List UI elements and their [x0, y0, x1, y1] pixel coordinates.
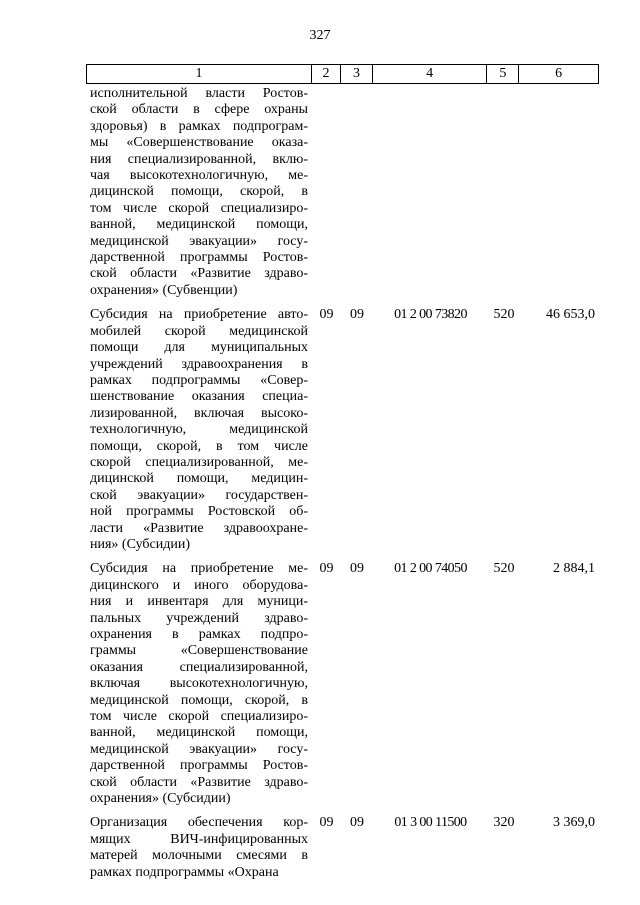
description-line: Субсидия на приобретение авто-	[90, 307, 308, 323]
description-line: дарственной программы Ростов-	[90, 250, 308, 266]
row-description	[86, 561, 312, 807]
description-line: дицинской помощи, медицин-	[90, 471, 308, 487]
description-line: ной программы Ростовской об-	[90, 504, 308, 520]
description-line: мобилей скорой медицинской	[90, 323, 308, 339]
subsection-code: 09	[350, 307, 364, 323]
description-line: чая высокотехнологичную, ме-	[90, 168, 308, 184]
description-line: помощи для муниципальных	[90, 340, 308, 356]
description-line: ласти «Развитие здравоохране-	[90, 520, 308, 536]
section-code: 09	[319, 307, 334, 323]
description-line: ской области «Развитие здраво-	[90, 774, 308, 790]
subsection-code: 09	[350, 815, 364, 831]
section-code: 09	[319, 815, 334, 831]
description-line: охранения» (Субсидии)	[90, 791, 231, 807]
table-body	[86, 86, 599, 881]
description-line: скорой специализированной, ме-	[90, 454, 308, 470]
description-line: рамках подпрограммы «Совер-	[90, 372, 308, 388]
page-number: 327	[309, 28, 331, 43]
description-line: Субсидия на приобретение ме-	[90, 561, 308, 577]
subsection-code: 09	[350, 561, 364, 577]
description-line: мящих ВИЧ-инфицированных	[90, 831, 308, 847]
description-line: граммы «Совершенствование	[90, 643, 308, 659]
description-line: ской области в сфере охраны	[90, 102, 308, 118]
description-line: дицинской помощи, скорой, в	[90, 184, 308, 200]
description-line: исполнительной власти Ростов-	[90, 86, 308, 101]
description-line: охранения в рамках подпро-	[90, 627, 308, 642]
description-line: ния и инвентаря для муници-	[90, 594, 308, 610]
row-description	[86, 86, 312, 299]
amount-value: 2 884,1	[553, 561, 595, 577]
expense-type-code: 520	[493, 307, 515, 323]
header-col-5: 5	[487, 65, 519, 83]
description-line: лизированной, включая высоко-	[90, 405, 308, 421]
row-description	[86, 307, 312, 553]
description-line: ской эвакуации» государствен-	[90, 487, 308, 503]
header-col-1: 1	[87, 65, 312, 83]
description-line: учреждений здравоохранения в	[90, 356, 308, 372]
description-line: шенствование оказания специа-	[90, 389, 308, 405]
description-line: технологичную, медицинской	[90, 422, 308, 438]
description-line: помощи, скорой, в том числе	[90, 438, 308, 454]
description-line: рамках подпрограммы «Охрана	[90, 864, 279, 880]
expense-type-code: 320	[493, 815, 515, 831]
amount-value: 3 369,0	[553, 815, 595, 831]
description-line: оказания специализированной,	[90, 659, 308, 675]
row-gap	[86, 553, 599, 561]
table-row	[86, 561, 599, 807]
header-col-6: 6	[555, 66, 563, 81]
description-line: медицинской эвакуации» госу-	[90, 741, 308, 757]
target-article-code: 01 2 00 74050	[394, 561, 467, 577]
description-line: том числе скорой специализиро-	[90, 200, 308, 216]
description-line: пальных учреждений здраво-	[90, 610, 308, 626]
description-line: медицинской помощи, скорой, в	[90, 692, 308, 708]
header-col-3: 3	[341, 65, 373, 83]
description-line: ния» (Субсидии)	[90, 536, 190, 552]
description-line: Организация обеспечения кор-	[90, 815, 308, 831]
row-gap	[86, 807, 599, 815]
target-article-code: 01 3 00 11500	[394, 815, 467, 831]
row-description	[86, 815, 312, 881]
table-row	[86, 815, 599, 881]
description-line: медицинской эвакуации» госу-	[90, 233, 308, 249]
section-code: 09	[319, 561, 334, 577]
table-row	[86, 307, 599, 553]
description-line: включая высокотехнологичную,	[90, 676, 308, 692]
description-line: мы «Совершенствование оказа-	[90, 135, 308, 151]
description-line: дицинского и иного оборудова-	[90, 577, 308, 593]
description-line: ванной, медицинской помощи,	[90, 217, 308, 233]
description-line: дарственной программы Ростов-	[90, 758, 308, 774]
amount-value: 46 653,0	[546, 307, 595, 323]
row-gap	[86, 299, 599, 307]
table-header	[86, 64, 599, 84]
target-article-code: 01 2 00 73820	[394, 307, 467, 323]
description-line: здоровья) в рамках подпрограм-	[90, 118, 308, 134]
expense-type-code: 520	[493, 561, 515, 577]
header-col-4: 4	[373, 65, 488, 83]
header-col-2: 2	[312, 65, 341, 83]
description-line: матерей молочными смесями в	[90, 848, 308, 864]
description-line: том числе скорой специализиро-	[90, 709, 308, 725]
description-line: ской области «Развитие здраво-	[90, 266, 308, 282]
description-line: ванной, медицинской помощи,	[90, 725, 308, 741]
description-line: ния специализированной, вклю-	[90, 151, 308, 167]
description-line: охранения» (Субвенции)	[90, 282, 238, 298]
table-row	[86, 86, 599, 299]
